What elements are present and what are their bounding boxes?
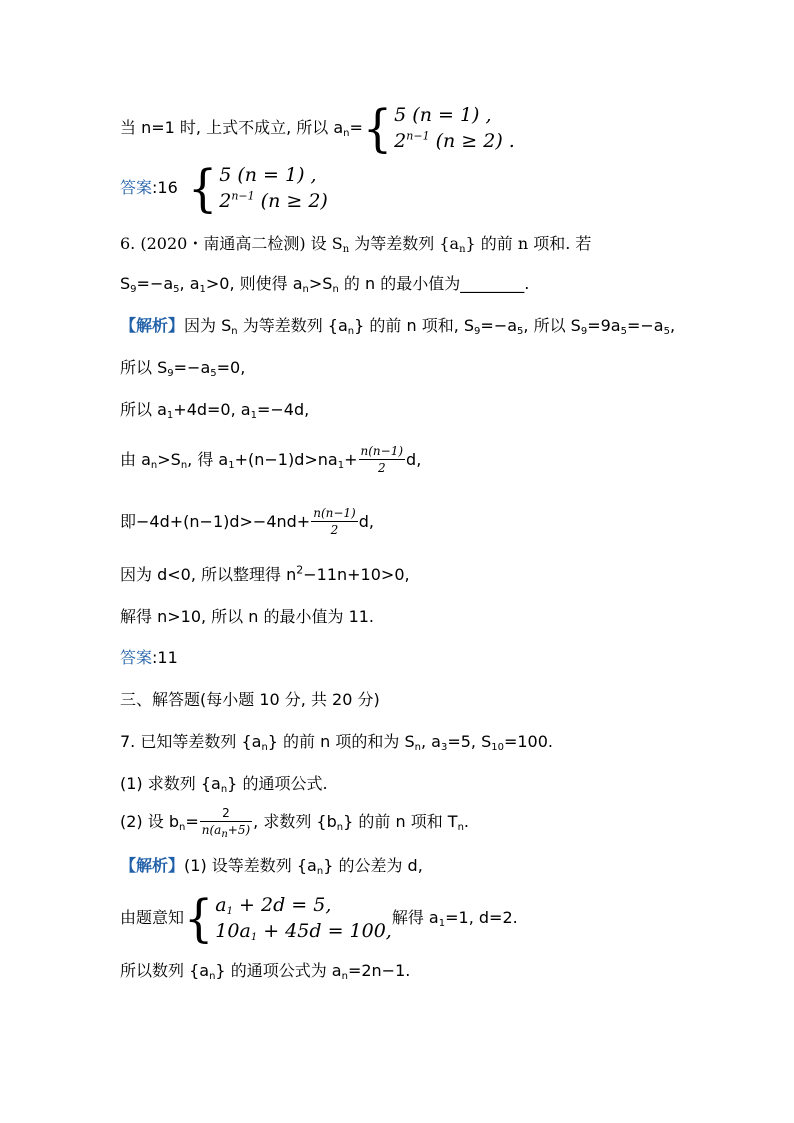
solution-6-line-7: 解得 n>10, 所以 n 的最小值为 11. — [120, 607, 375, 626]
answer-label: 答案 — [120, 178, 153, 197]
question-7-line-1: 7. 已知等差数列 $\{a_n\}$ 的前 n 项的和为 $S_n$, $a_3=5$, $S_{10}=100$. — [120, 732, 553, 753]
analysis-tag: 【解析】 — [120, 856, 185, 875]
fraction: $\frac{n(n-1)}{2}$ — [360, 444, 404, 475]
solution-6-line-6: 因为 d<0, 所以整理得 $n^2-11n+10>0$, — [120, 563, 410, 584]
solution-7-line-2: 由题意知{ $a_1 + 2d = 5$, $10a_1 + 45d = 100$, 解得 $a_1=1$, d=2. — [120, 888, 518, 948]
section-heading: 三、解答题(每小题 10 分, 共 20 分) — [120, 690, 380, 709]
question-7-part-2: (2) 设 $b_n=$ $\frac{2}{n(a_n+5)}$ , 求数列 $\{b_n\}$ 的前 n 项和 $T_n$. — [120, 806, 469, 840]
answer-line-6: 答案:11 — [120, 648, 178, 667]
solution-6-line-2: 所以 $S_9=-a_5=0$, — [120, 358, 246, 379]
left-brace: { — [184, 888, 214, 948]
left-brace: { — [362, 98, 393, 158]
solution-7-line-1: 【解析】(1) 设等差数列 $\{a_n\}$ 的公差为 d, — [120, 856, 423, 877]
left-brace: { — [187, 158, 218, 218]
analysis-tag: 【解析】 — [120, 316, 185, 335]
equation-system: $a_1 + 2d = 5$, $10a_1 + 45d = 100$, — [215, 894, 392, 943]
fraction: $\frac{n(n-1)}{2}$ — [313, 506, 356, 537]
line-case-conclusion: 当 n=1 时, 上式不成立, 所以 $a_n=${ 5 (n = 1) , $2^{n-1}$ (n ≥ 2) . — [120, 98, 515, 158]
question-6-line-1: 6. (2020・南通高二检测) 设 $S_n$ 为等差数列 $\{a_n\}$ 的前 n 项和. 若 — [120, 234, 592, 255]
solution-6-line-4: 由 $a_n>S_n$, 得 $a_1+(n-1)d>na_1+$ $\frac{n(n-1)}{2}$ d, — [120, 444, 422, 475]
solution-6-line-5: 即−4d+(n−1)d>−4nd+ $\frac{n(n-1)}{2}$ d, — [120, 506, 374, 537]
solution-6-line-3: 所以 $a_1+4d=0$, $a_1=-4d$, — [120, 400, 310, 421]
fraction: $\frac{2}{n(a_n+5)}$ — [201, 806, 251, 840]
answer-label: 答案 — [120, 648, 153, 667]
solution-6-line-1: 【解析】因为 $S_n$ 为等差数列 $\{a_n\}$ 的前 n 项和, $S_9=-a_5$, 所以 $S_9=9a_5=-a_5$, — [120, 316, 676, 337]
question-7-part-1: (1) 求数列 $\{a_n\}$ 的通项公式. — [120, 774, 328, 795]
question-6-line-2: $S_9=-a_5$, $a_1>0$, 则使得 $a_n>S_n$ 的 n 的最小值为________. — [120, 274, 530, 295]
solution-7-line-3: 所以数列 $\{a_n\}$ 的通项公式为 $a_n=2n-1$. — [120, 961, 411, 982]
piecewise-formula: 5 (n = 1) , $2^{n-1}$ (n ≥ 2) — [219, 164, 328, 212]
answer-line-5: 答案:16 { 5 (n = 1) , $2^{n-1}$ (n ≥ 2) — [120, 158, 328, 218]
piecewise-formula: 5 (n = 1) , $2^{n-1}$ (n ≥ 2) . — [394, 104, 515, 152]
